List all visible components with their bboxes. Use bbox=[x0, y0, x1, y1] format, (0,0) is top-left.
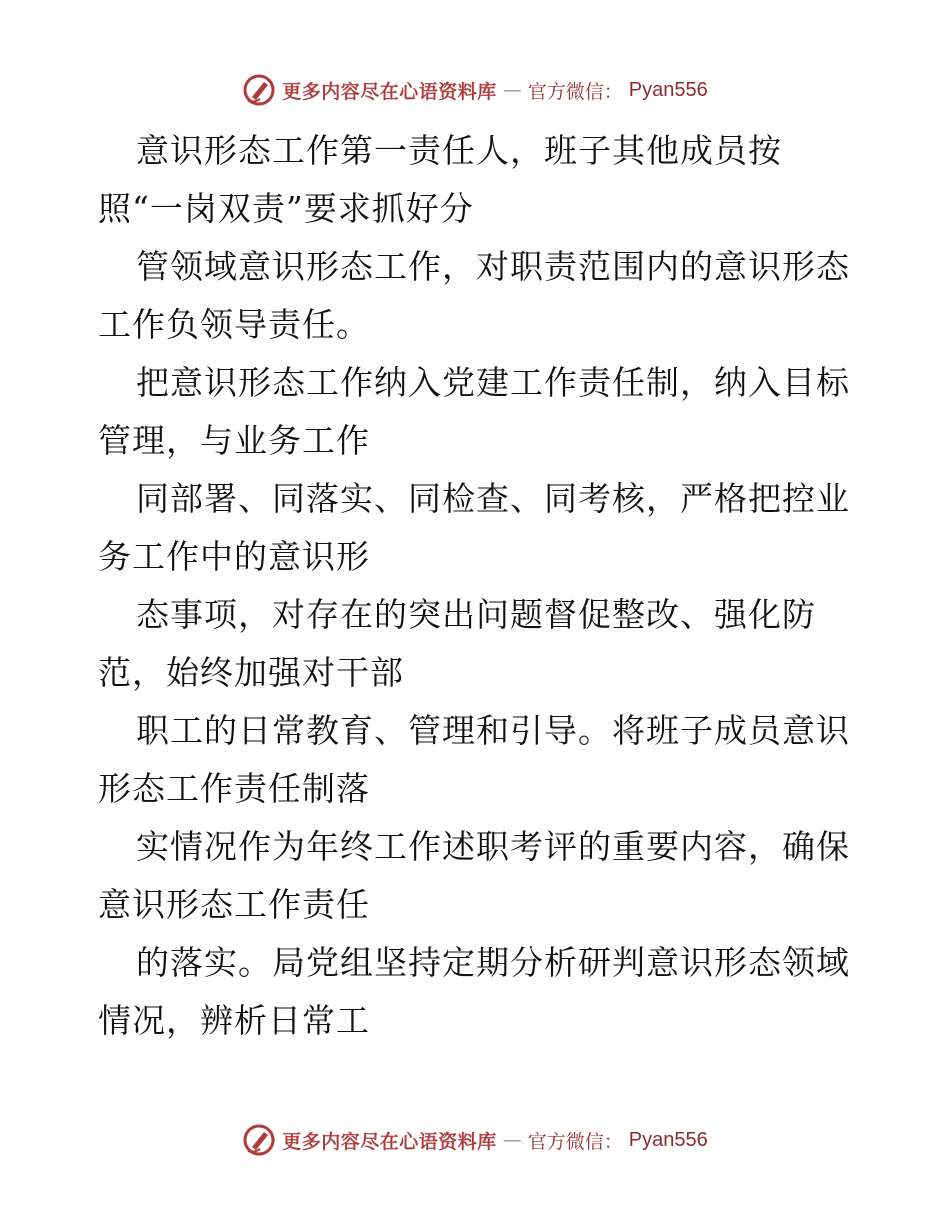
paragraph-line: 职工的日常教育、管理和引导。将班子成员意识 bbox=[136, 711, 850, 750]
paragraph bbox=[98, 470, 858, 586]
paragraph-line: 照“一岗双责”要求抓好分 bbox=[98, 189, 474, 228]
paragraph-line: 把意识形态工作纳入党建工作责任制，纳入目标 bbox=[136, 363, 850, 402]
document-body bbox=[98, 122, 858, 1050]
watermark-wechat-id: Pyan556 bbox=[628, 78, 708, 101]
paragraph-line: 意识形态工作责任 bbox=[98, 885, 370, 924]
paragraph-line: 管领域意识形态工作，对职责范围内的意识形态 bbox=[136, 247, 850, 286]
paragraph-line: 情况，辨析日常工 bbox=[98, 1001, 370, 1040]
paragraph bbox=[98, 934, 858, 1050]
watermark-wechat-label: 官方微信： bbox=[527, 1130, 623, 1153]
paragraph-line: 务工作中的意识形 bbox=[98, 537, 370, 576]
paragraph bbox=[98, 354, 858, 470]
pen-logo-icon bbox=[242, 73, 276, 107]
paragraph bbox=[98, 122, 858, 238]
paragraph bbox=[98, 818, 858, 934]
paragraph-line: 实情况作为年终工作述职考评的重要内容，确保 bbox=[136, 827, 850, 866]
watermark-wechat-id: Pyan556 bbox=[628, 1128, 708, 1151]
paragraph bbox=[98, 702, 858, 818]
paragraph-line: 意识形态工作第一责任人，班子其他成员按 bbox=[136, 131, 782, 170]
paragraph-line: 态事项，对存在的突出问题督促整改、强化防 bbox=[136, 595, 816, 634]
paragraph-line: 工作负领导责任。 bbox=[98, 305, 370, 344]
watermark-dash: — bbox=[502, 79, 522, 101]
paragraph bbox=[98, 586, 858, 702]
watermark-site-name: 更多内容尽在心语资料库 bbox=[282, 1130, 497, 1153]
watermark-wechat-label: 官方微信： bbox=[527, 80, 623, 103]
paragraph-line: 管理，与业务工作 bbox=[98, 421, 370, 460]
paragraph-line: 同部署、同落实、同检查、同考核，严格把控业 bbox=[136, 479, 850, 518]
paragraph-line: 范，始终加强对干部 bbox=[98, 653, 404, 692]
watermark-site-name: 更多内容尽在心语资料库 bbox=[282, 80, 497, 103]
footer-watermark bbox=[0, 1120, 950, 1160]
paragraph-line: 的落实。局党组坚持定期分析研判意识形态领域 bbox=[136, 943, 850, 982]
paragraph bbox=[98, 238, 858, 354]
watermark-dash: — bbox=[502, 1129, 522, 1151]
paragraph-line: 形态工作责任制落 bbox=[98, 769, 370, 808]
header-watermark bbox=[0, 70, 950, 110]
pen-logo-icon bbox=[242, 1123, 276, 1157]
